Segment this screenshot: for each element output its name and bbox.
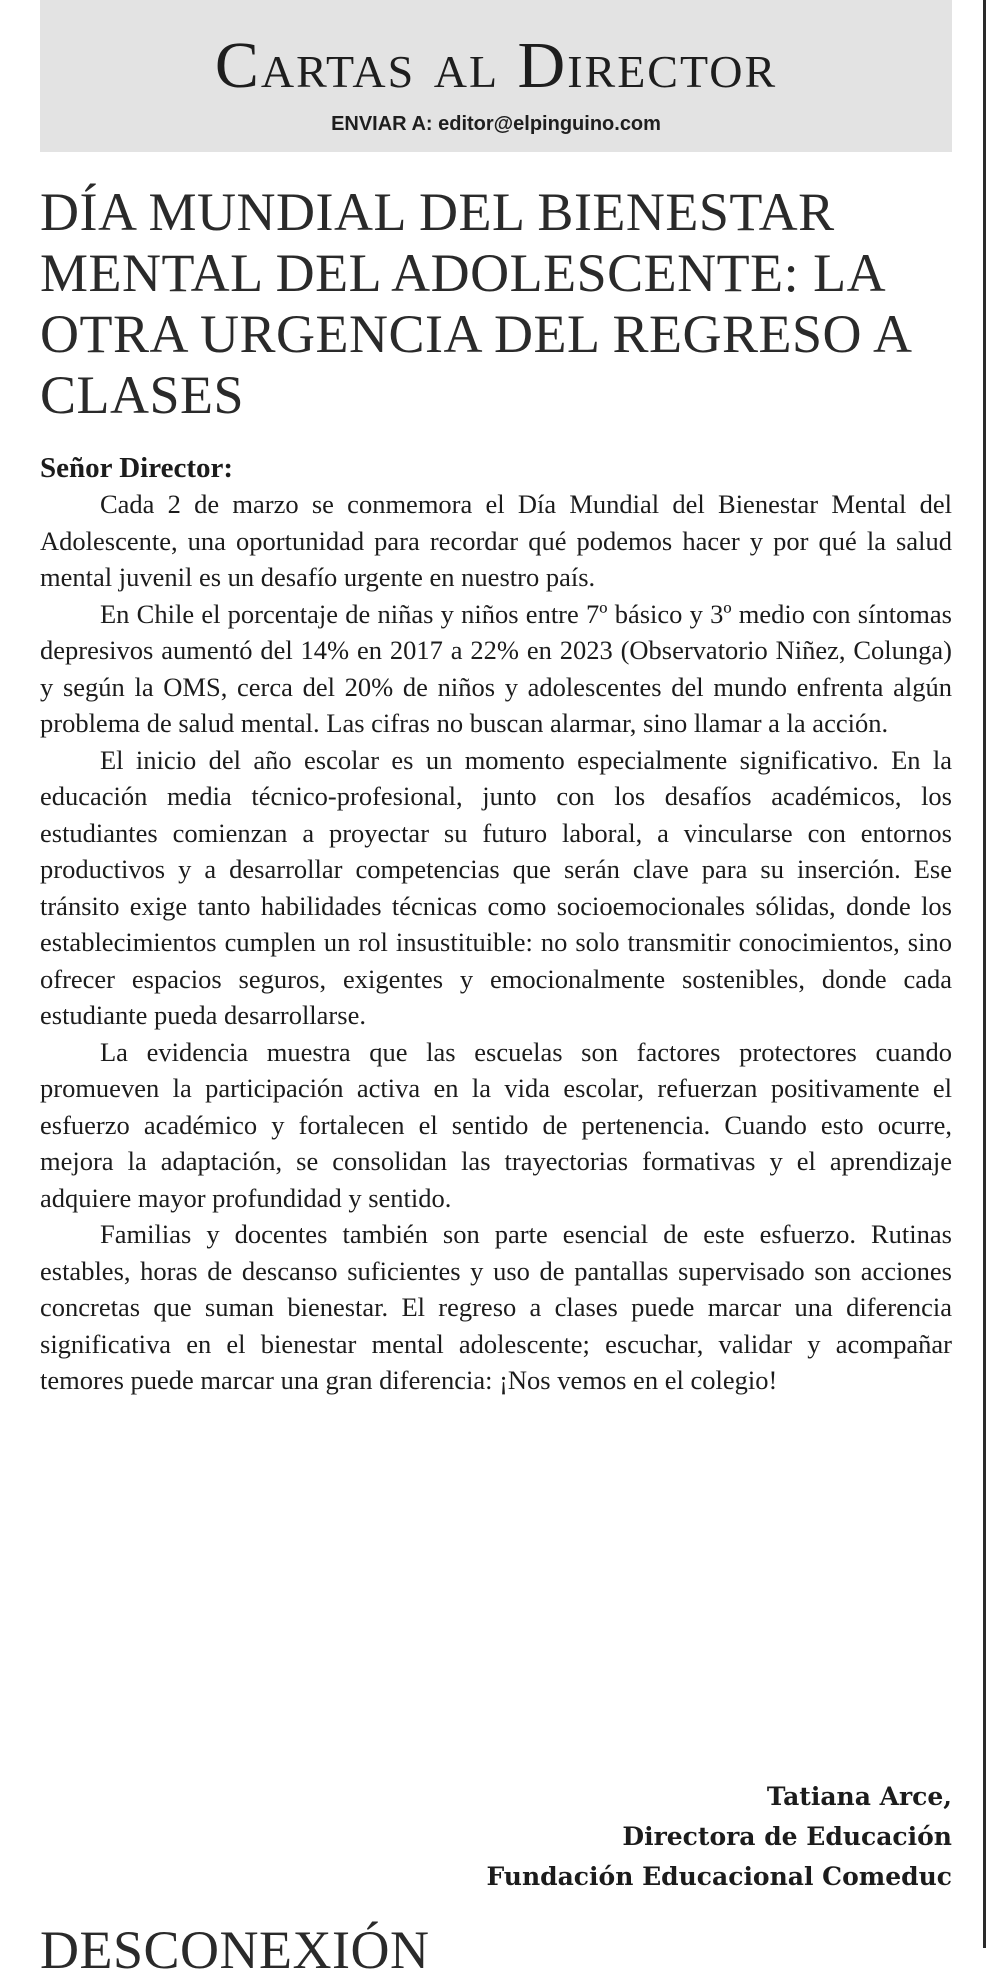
letter-paragraph: En Chile el porcentaje de niñas y niños entre 7º básico y 3º medio con síntomas depresivos aumentó del 14% en 2017 a 22% en 2023 (Observatorio Niñez, Colunga) y según la OMS, cerca del 20% de niños y adolescentes del mundo enfrenta algún problema de salud mental. Las cifras no buscan alarmar, sino llamar a la acción. (40, 598, 952, 738)
letter-paragraph: El inicio del año escolar es un momento especialmente significativo. En la educación media técnico-profesional, junto con los desafíos académicos, los estudiantes comienzan a proyectar su futuro laboral, a vincularse con entornos productivos y a desarrollar competencias que serán clave para su inserción. Ese tránsito exige tanto habilidades técnicas como socioemocionales sólidas, donde los establecimientos cumplen un rol insustituible: no solo transmitir conocimientos, sino ofrecer espacios seguros, exigentes y emocionalmente sostenibles, donde cada estudiante pueda desarrollarse. (40, 744, 952, 1030)
signature-organization: Fundación Educacional Comeduc (486, 1862, 952, 1891)
article-headline: DÍA MUNDIAL DEL BIENESTAR MENTAL DEL ADOLESCENTE: LA OTRA URGENCIA DEL REGRESO A CLASES (40, 182, 910, 425)
letter-paragraph: Familias y docentes también son parte esencial de este esfuerzo. Rutinas estables, horas de descanso suficientes y uso de pantallas supervisado son acciones concretas que suman bienestar. El regreso a clases puede marcar una diferencia significativa en el bienestar mental adolescente; escuchar, validar y acompañar temores puede marcar una gran diferencia: ¡Nos vemos en el colegio! (40, 1219, 952, 1395)
letter-paragraph: Cada 2 de marzo se conmemora el Día Mundial del Bienestar Mental del Adolescente, una oportunidad para recordar qué podemos hacer y por qué la salud mental juvenil es un desafío urgente en nuestro país. (40, 489, 952, 592)
letter-signature (40, 1777, 952, 1897)
letter-salutation: Señor Director: (40, 452, 234, 484)
section-header (40, 0, 952, 152)
signature-role: Directora de Educación (622, 1822, 952, 1851)
section-title: Cartas al Director (214, 29, 778, 102)
letter-paragraph: La evidencia muestra que las escuelas son factores protectores cuando promueven la participación activa en la vida escolar, refuerzan positivamente el esfuerzo académico y fortalecen el sentido de pertenencia. Cuando esto ocurre, mejora la adaptación, se consolidan las trayectorias formativas y el aprendizaje adquiere mayor profundidad y sentido. (40, 1036, 952, 1213)
column-divider-rule (983, 0, 986, 1948)
signature-name: Tatiana Arce, (766, 1782, 952, 1811)
letter-body (40, 450, 952, 1399)
submission-email-line: ENVIAR A: editor@elpinguino.com (331, 113, 661, 135)
next-article-headline: DESCONEXIÓN (40, 1920, 430, 1980)
